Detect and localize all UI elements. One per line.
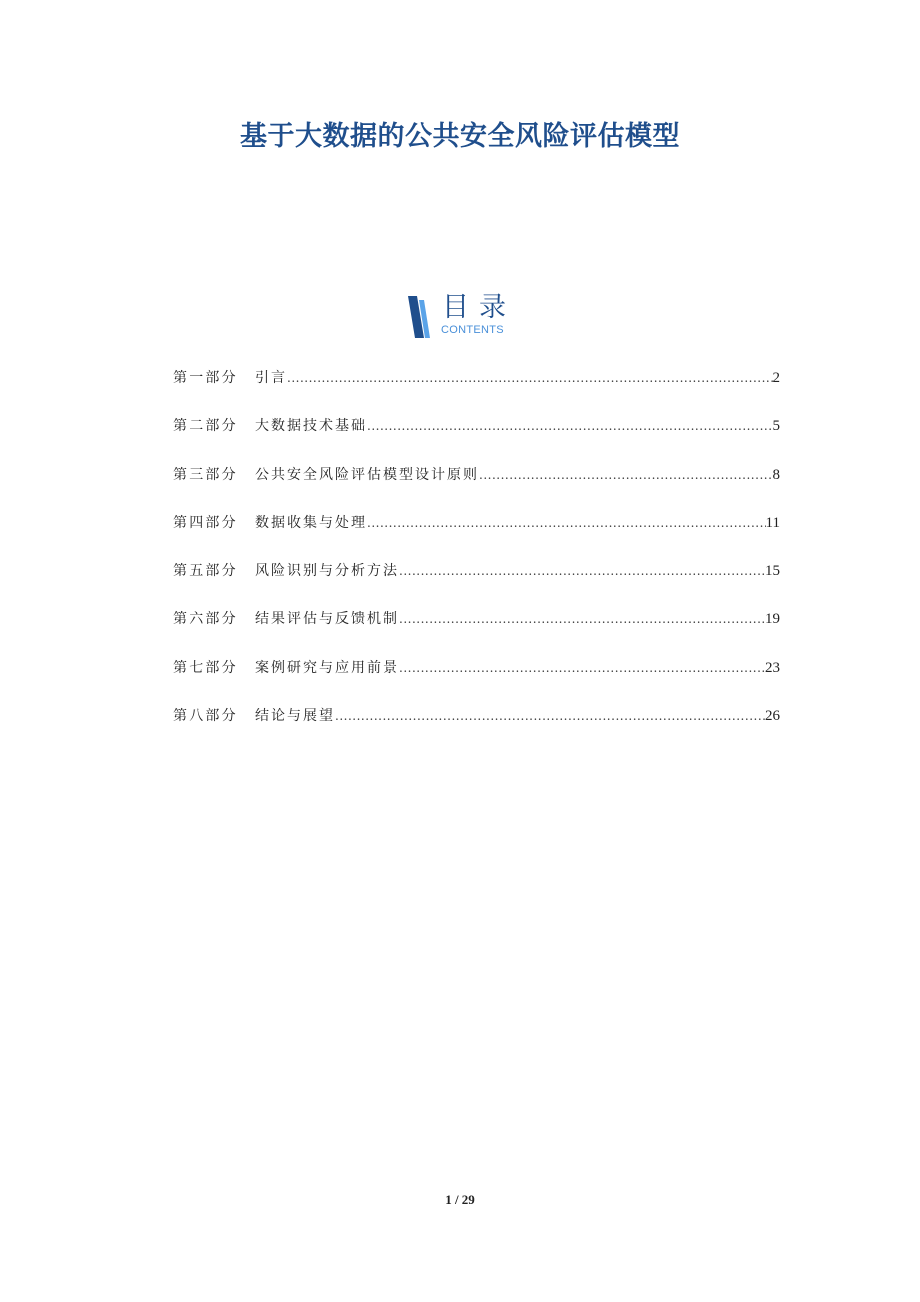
toc-entry-part: 第四部分: [173, 514, 238, 531]
toc-leader-dots: [399, 607, 765, 631]
toc-leader-dots: [335, 704, 765, 728]
toc-leader-dots: [399, 559, 765, 583]
toc-entry-part: 第五部分: [173, 563, 238, 580]
toc-entry-title: 风险识别与分析方法: [255, 563, 399, 580]
toc-entry[interactable]: [173, 414, 780, 438]
toc-entry-part: 第三部分: [173, 466, 238, 483]
toc-heading-title: 目录: [442, 292, 516, 323]
toc-entry-title: 公共安全风险评估模型设计原则: [255, 466, 479, 483]
toc-leader-dots: [479, 463, 773, 487]
toc-entry-title: 案例研究与应用前景: [255, 659, 399, 676]
toc-entry-part: 第八部分: [173, 708, 238, 725]
toc-entry-page: 15: [765, 563, 780, 580]
toc-entry-page: 2: [772, 370, 780, 386]
toc-entry-page: 11: [765, 514, 780, 531]
document-title: 基于大数据的公共安全风险评估模型: [240, 121, 680, 152]
toc-logo-icon: [408, 296, 430, 338]
toc-entry-title: 大数据技术基础: [255, 418, 367, 435]
toc-entry[interactable]: [173, 559, 780, 583]
toc-entry-title: 结果评估与反馈机制: [255, 611, 399, 628]
toc-entry-title: 引言: [255, 370, 287, 386]
page-number: 1 / 29: [445, 1192, 475, 1207]
toc-leader-dots: [287, 366, 773, 390]
toc-entry[interactable]: [173, 366, 780, 390]
toc-entry-page: 5: [772, 418, 780, 435]
toc-entry-page: 26: [765, 708, 780, 725]
toc-leader-dots: [367, 414, 773, 438]
toc-entry-part: 第六部分: [173, 611, 238, 628]
toc-entry[interactable]: [173, 607, 780, 631]
toc-entry-part: 第七部分: [173, 659, 238, 676]
toc-heading: [408, 292, 528, 340]
toc-leader-dots: [399, 656, 765, 680]
toc-entry-page: 23: [765, 659, 780, 676]
toc-entry-page: 8: [772, 466, 780, 483]
toc-entry-part: 第一部分: [173, 370, 238, 386]
toc-entry[interactable]: [173, 704, 780, 728]
toc-entry[interactable]: [173, 656, 780, 680]
toc-entry[interactable]: [173, 463, 780, 487]
toc-entry-page: 19: [765, 611, 780, 628]
toc-entry-title: 数据收集与处理: [255, 514, 367, 531]
toc-entry-part: 第二部分: [173, 418, 238, 435]
toc-entry-title: 结论与展望: [255, 708, 335, 725]
toc-entry[interactable]: [173, 511, 780, 535]
toc-heading-subtitle: CONTENTS: [441, 324, 504, 336]
toc-list: [173, 366, 780, 752]
toc-leader-dots: [367, 511, 766, 535]
